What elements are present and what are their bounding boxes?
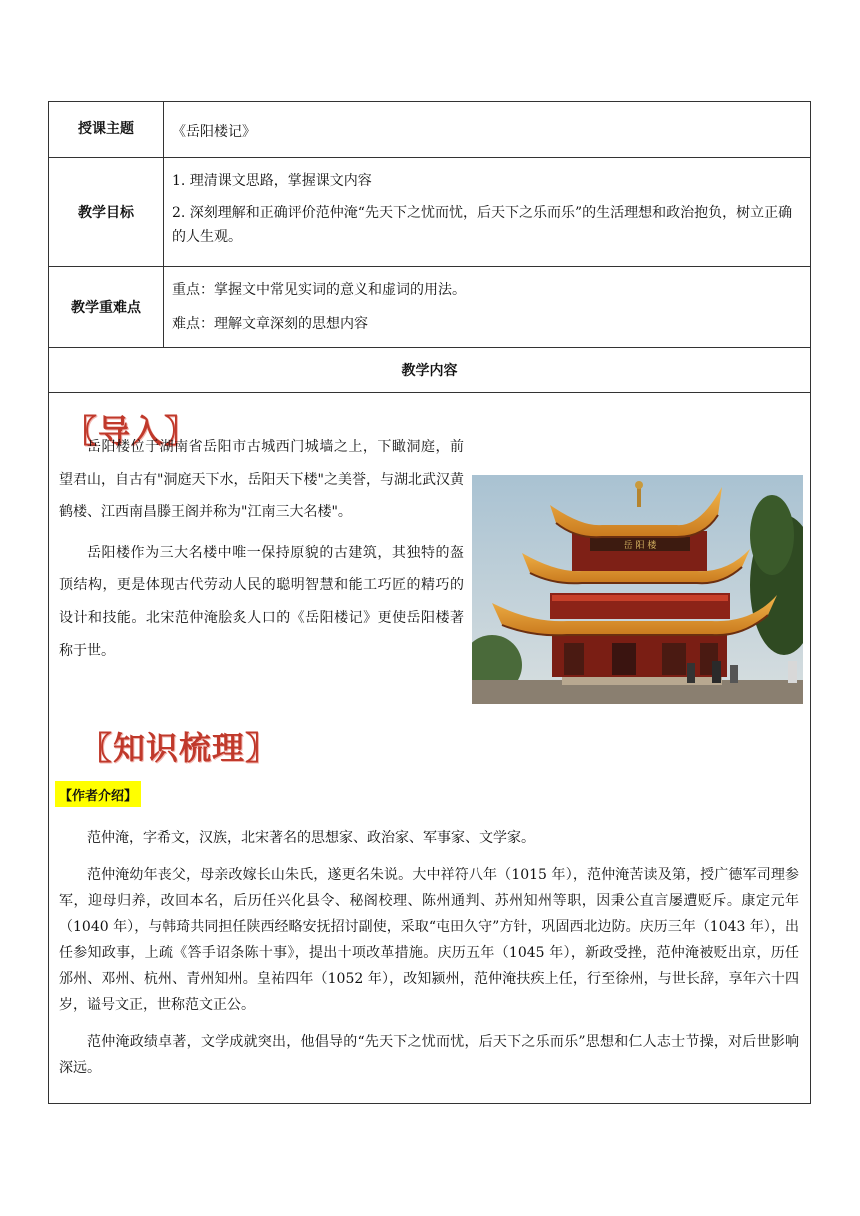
goal-item: 2. 深刻理解和正确评价范仲淹“先天下之忧而忧，后天下之乐而乐”的生活理想和政治抱负，树立正确的人生观。 [172,205,793,245]
goal-label: 教学目标 [49,158,164,266]
author-tag: 【作者介绍】 [55,781,141,807]
author-bio [59,825,799,1092]
lesson-table [48,101,811,1104]
goal-row [49,158,810,267]
hard-point: 难点：理解文章深刻的思想内容 [172,316,368,332]
tower-plaque: 岳 阳 楼 [623,541,657,551]
intro-heading: 〖导入〗 [65,412,198,450]
topic-value: 《岳阳楼记》 [172,124,256,140]
content-body [49,393,810,1103]
goal-item: 1. 理清课文思路，掌握课文内容 [172,173,372,189]
intro-paragraph: 岳阳楼位于湖南省岳阳市古城西门城墙之上，下瞰洞庭，前望君山，自古有"洞庭天下水，岳阳天下楼"之美誉，与湖北武汉黄鹤楼、江西南昌滕王阁并称为"江南三大名楼"。 [59,439,464,521]
goal-list [164,158,810,266]
topic-label: 授课主题 [49,102,164,157]
intro-text [59,431,464,675]
key-point: 重点：掌握文中常见实词的意义和虚词的用法。 [172,282,466,298]
intro-paragraph: 岳阳楼作为三大名楼中唯一保持原貌的古建筑，其独特的盔顶结构，更是体现古代劳动人民的聪明智慧和能工巧匠的精巧的设计和技能。北宋范仲淹脍炙人口的《岳阳楼记》更使岳阳楼著称于世。 [59,544,464,659]
content-header: 教学内容 [49,348,810,393]
knowledge-heading: 〖知识梳理〗 [80,729,279,767]
bio-paragraph: 范仲淹政绩卓著，文学成就突出，他倡导的“先天下之忧而忧，后天下之乐而乐”思想和仁人志士节操，对后世影响深远。 [59,1034,799,1076]
tower-illustration [472,475,803,704]
topic-row [49,102,810,158]
key-points [164,267,810,347]
key-row [49,267,810,348]
yueyang-tower-photo [472,475,803,704]
key-label: 教学重难点 [49,267,164,347]
bio-paragraph: 范仲淹幼年丧父，母亲改嫁长山朱氏，遂更名朱说。大中祥符八年（1015 年），范仲淹苦读及第，授广德军司理参军，迎母归养，改回本名，后历任兴化县令、秘阁校理、陈州通判、苏州知州等职，因秉公直言屡遭贬斥。康定元年（1040 年），与韩琦共同担任陕西经略安抚招讨副使，采取“屯田久守”方针，巩固西北边防。庆历三年（1043 年），出任参知政事，上疏《答手诏条陈十事》，提出十项改革措施。庆历五年（1045 年），新政受挫，范仲淹被贬出京，历任邠州、邓州、杭州、青州知州。皇祐四年（1052 年），改知颍州，范仲淹扶疾上任，行至徐州，与世长辞，享年六十四岁，谥号文正，世称范文正公。 [59,867,799,1013]
bio-paragraph: 范仲淹，字希文，汉族，北宋著名的思想家、政治家、军事家、文学家。 [87,830,535,846]
